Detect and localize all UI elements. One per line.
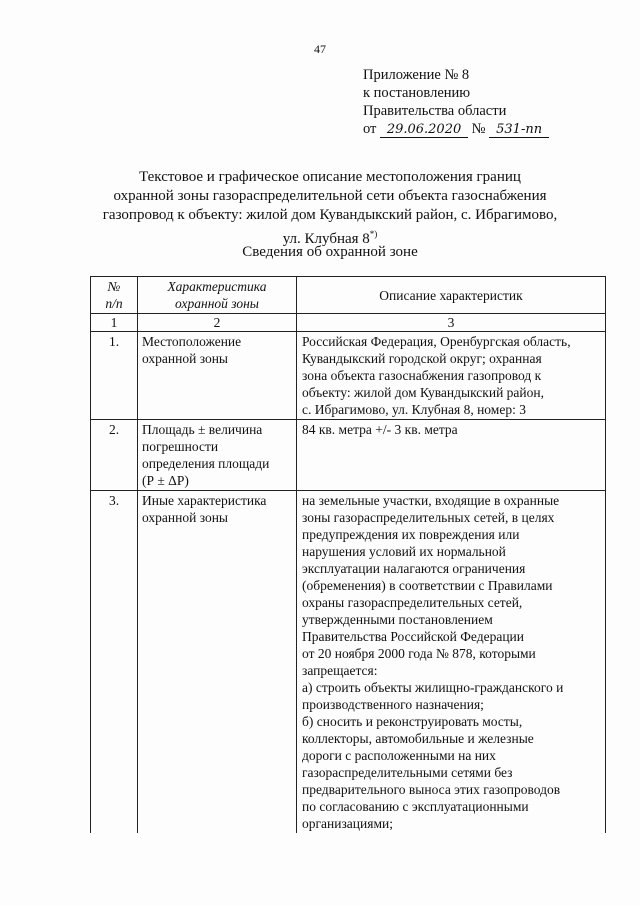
description-line: зоны газораспределительных сетей, в целях	[302, 510, 555, 525]
table-row	[91, 332, 606, 420]
description-line: производственного назначения;	[302, 697, 484, 712]
header-characteristic-cell	[138, 277, 297, 314]
footnote-mark: *)	[369, 229, 378, 239]
description-line: зона объекта газоснабжения газопровод к	[302, 368, 542, 383]
header-description-cell: Описание характеристик	[297, 277, 606, 314]
description-line: Российская Федерация, Оренбургская область,	[302, 334, 571, 349]
characteristic-line: погрешности	[142, 439, 219, 454]
table-row	[91, 491, 606, 834]
row-characteristic-cell	[138, 491, 297, 834]
row-characteristic-cell	[138, 332, 297, 420]
handwritten-number: 531-пп	[489, 123, 549, 138]
characteristic-line: (Р ± ΔР)	[142, 473, 189, 488]
description-line: а) строить объекты жилищно-гражданского и	[302, 680, 564, 695]
characteristic-line: охранной зоны	[142, 351, 229, 366]
appendix-line-3: Правительства области	[363, 103, 507, 119]
characteristic-line: Площадь ± величина	[142, 422, 263, 437]
description-line: нарушения условий их нормальной	[302, 544, 506, 559]
appendix-from-label: от	[363, 121, 377, 137]
description-line: организациями;	[302, 816, 393, 831]
row-number-cell: 1.	[91, 332, 138, 420]
description-line: б) сносить и реконструировать мосты,	[302, 714, 523, 729]
description-line: предупреждения их повреждения или	[302, 527, 520, 542]
description-line: газораспределительными сетями без	[302, 765, 513, 780]
title-line-3: газопровод к объекту: жилой дом Кувандыкский район, с. Ибрагимово,	[102, 207, 558, 223]
column-numbers-row	[91, 314, 606, 332]
description-line: утвержденными постановлением	[302, 612, 493, 627]
description-line: по согласованию с эксплуатационными	[302, 799, 529, 814]
column-number-cell: 1	[91, 314, 138, 332]
description-line: дороги с расположенными на них	[302, 748, 496, 763]
description-line: (обременения) в соответствии с Правилами	[302, 578, 553, 593]
row-characteristic-cell	[138, 420, 297, 491]
characteristic-line: Иные характеристика	[142, 493, 267, 508]
header-number-line: №	[107, 279, 121, 294]
appendix-line-2: к постановлению	[363, 85, 471, 101]
row-description-cell	[297, 332, 606, 420]
description-line: объекту: жилой дом Кувандыкский район,	[302, 385, 544, 400]
description-line: от 20 ноября 2000 года № 878, которыми	[302, 646, 536, 661]
title-line-1: Текстовое и графическое описание местоположения границ	[139, 169, 521, 185]
protection-zone-table	[90, 276, 606, 833]
description-line: охраны газораспределительных сетей,	[302, 595, 523, 610]
title-line-2: охранной зоны газораспределительной сети объекта газоснабжения	[113, 188, 547, 204]
header-characteristic-line: Характеристика	[167, 279, 267, 294]
header-characteristic-line: охранной зоны	[175, 296, 259, 311]
document-title	[60, 168, 600, 249]
section-subtitle: Сведения об охранной зоне	[242, 244, 418, 260]
characteristic-line: охранной зоны	[142, 510, 229, 525]
title-line-4-text: ул. Клубная 8	[282, 231, 370, 247]
header-number-cell	[91, 277, 138, 314]
characteristic-line: Местоположение	[142, 334, 242, 349]
row-description-cell	[297, 491, 606, 834]
header-number-line: п/п	[105, 296, 123, 311]
description-line: эксплуатации налагаются ограничения	[302, 561, 526, 576]
column-number-cell: 2	[138, 314, 297, 332]
appendix-line-1: Приложение № 8	[363, 67, 470, 83]
characteristic-line: определения площади	[142, 456, 270, 471]
page-number: 47	[314, 42, 326, 56]
description-line: запрещается:	[302, 663, 378, 678]
row-number-cell: 2.	[91, 420, 138, 491]
row-number-cell: 3.	[91, 491, 138, 834]
description-line: коллекторы, автомобильные и железные	[302, 731, 534, 746]
column-number-cell: 3	[297, 314, 606, 332]
description-line: предварительного выноса этих газопроводов	[302, 782, 561, 797]
description-line: с. Ибрагимово, ул. Клубная 8, номер: 3	[302, 402, 526, 417]
description-line: 84 кв. метра +/- 3 кв. метра	[302, 422, 458, 437]
table-header-row	[91, 277, 606, 314]
appendix-date-line	[363, 120, 549, 138]
description-line: на земельные участки, входящие в охранные	[302, 493, 560, 508]
table-row	[91, 420, 606, 491]
handwritten-date: 29.06.2020	[380, 123, 468, 138]
description-line: Кувандыкский городской округ; охранная	[302, 351, 542, 366]
appendix-block	[363, 66, 549, 138]
appendix-number-sign: №	[471, 121, 486, 137]
row-description-cell	[297, 420, 606, 491]
description-line: Правительства Российской Федерации	[302, 629, 524, 644]
